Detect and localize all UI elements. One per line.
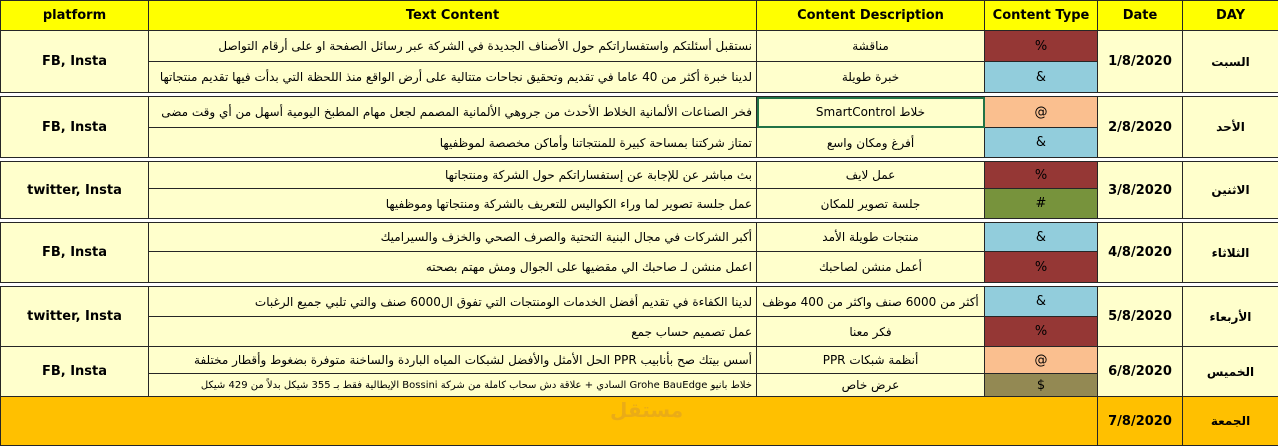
- header-content-description[interactable]: Content Description: [757, 1, 985, 31]
- content-description-cell[interactable]: خبرة طويلة: [757, 62, 985, 93]
- date-cell[interactable]: 7/8/2020: [1098, 397, 1183, 446]
- date-cell[interactable]: 3/8/2020: [1098, 162, 1183, 219]
- schedule-row: [1, 347, 1278, 374]
- text-content-cell[interactable]: لدينا خبرة أكثر من 40 عاما في تقديم وتحقيق نجاحات متتالية على أرض الواقع منذ اللحظة التي بدأت فيها تقديم منتجاتها: [149, 62, 757, 93]
- content-type-cell[interactable]: &: [985, 287, 1098, 317]
- content-description-cell[interactable]: أكثر من 6000 صنف واكثر من 400 موظف: [757, 287, 985, 317]
- text-content-cell[interactable]: عمل تصميم حساب جمع: [149, 317, 757, 347]
- header-platform[interactable]: platform: [1, 1, 149, 31]
- date-cell[interactable]: 6/8/2020: [1098, 347, 1183, 397]
- schedule-row: [1, 287, 1278, 317]
- text-content-cell[interactable]: خلاط بانيو Grohe BauEdge السادي + علاقة دش سحاب كاملة من شركة Bossini الإيطالية فقط بـ 355 شيكل بدلاً من 429 شيكل: [149, 374, 757, 397]
- content-type-cell[interactable]: &: [985, 128, 1098, 158]
- platform-cell[interactable]: twitter, Insta: [1, 162, 149, 219]
- day-cell[interactable]: السبت: [1183, 31, 1278, 93]
- schedule-row: [1, 252, 1278, 283]
- platform-cell[interactable]: twitter, Insta: [1, 287, 149, 347]
- day-cell[interactable]: الأربعاء: [1183, 287, 1278, 347]
- content-type-cell[interactable]: %: [985, 31, 1098, 62]
- header-row: [1, 1, 1278, 31]
- schedule-row: [1, 374, 1278, 397]
- day-cell[interactable]: الثلاثاء: [1183, 223, 1278, 283]
- schedule-row: [1, 162, 1278, 189]
- text-content-cell[interactable]: عمل جلسة تصوير لما وراء الكواليس للتعريف بالشركة ومنتجاتها وموظفيها: [149, 189, 757, 219]
- text-content-cell[interactable]: بث مباشر عن للإجابة عن إستفساراتكم حول الشركة ومنتجاتها: [149, 162, 757, 189]
- header-text-content[interactable]: Text Content: [149, 1, 757, 31]
- content-type-cell[interactable]: %: [985, 252, 1098, 283]
- header-content-type[interactable]: Content Type: [985, 1, 1098, 31]
- content-description-cell[interactable]: منتجات طويلة الأمد: [757, 223, 985, 252]
- content-description-cell[interactable]: فكر معنا: [757, 317, 985, 347]
- day-cell[interactable]: الاثنين: [1183, 162, 1278, 219]
- text-content-cell[interactable]: فخر الصناعات الألمانية الخلاط الأحدث من جروهي الألمانية المصمم لجعل مهام المطبخ اليومية أسهل من أي وقت مضى: [149, 97, 757, 128]
- content-description-cell[interactable]: عمل لايف: [757, 162, 985, 189]
- date-cell[interactable]: 1/8/2020: [1098, 31, 1183, 93]
- content-type-cell[interactable]: %: [985, 317, 1098, 347]
- header-date[interactable]: Date: [1098, 1, 1183, 31]
- day-cell[interactable]: الأحد: [1183, 97, 1278, 158]
- date-cell[interactable]: 2/8/2020: [1098, 97, 1183, 158]
- platform-cell[interactable]: FB, Insta: [1, 31, 149, 93]
- content-description-cell[interactable]: جلسة تصوير للمكان: [757, 189, 985, 219]
- content-description-cell[interactable]: أفرغ ومكان واسع: [757, 128, 985, 158]
- platform-cell[interactable]: FB, Insta: [1, 97, 149, 158]
- content-type-cell[interactable]: &: [985, 223, 1098, 252]
- watermark-logo: مستقل: [610, 398, 683, 422]
- text-content-cell[interactable]: أكبر الشركات في مجال البنية التحتية والصرف الصحي والخزف والسيراميك: [149, 223, 757, 252]
- content-type-cell[interactable]: &: [985, 62, 1098, 93]
- platform-cell[interactable]: FB, Insta: [1, 223, 149, 283]
- text-content-cell[interactable]: اعمل منشن لـ صاحبك الي مقضيها على الجوال ومش مهتم بصحته: [149, 252, 757, 283]
- text-content-cell[interactable]: تمتاز شركتنا بمساحة كبيرة للمنتجاتنا وأماكن مخصصة لموظفيها: [149, 128, 757, 158]
- day-cell[interactable]: الجمعة: [1183, 397, 1278, 446]
- content-type-cell[interactable]: %: [985, 162, 1098, 189]
- schedule-row: [1, 189, 1278, 219]
- friday-empty-cell[interactable]: [1, 397, 1098, 446]
- header-day[interactable]: DAY: [1183, 1, 1278, 31]
- content-description-cell[interactable]: أنظمة شبكات PPR: [757, 347, 985, 374]
- text-content-cell[interactable]: نستقبل أسئلتكم واستفساراتكم حول الأصناف الجديدة في الشركة عبر رسائل الصفحة او على أرقام التواصل: [149, 31, 757, 62]
- content-type-cell[interactable]: $: [985, 374, 1098, 397]
- content-description-cell[interactable]: عرض خاص: [757, 374, 985, 397]
- platform-cell[interactable]: FB, Insta: [1, 347, 149, 397]
- text-content-cell[interactable]: أسس بيتك صح بأنابيب PPR الحل الأمثل والأفضل لشبكات المياه الباردة والساخنة متوفرة بضغوط وأقطار مختلفة: [149, 347, 757, 374]
- content-description-cell[interactable]: مناقشة: [757, 31, 985, 62]
- text-content-cell[interactable]: لدينا الكفاءة في تقديم أفضل الخدمات الومنتجات التي تفوق ال6000 صنف والتي تلبي جميع الرغبات: [149, 287, 757, 317]
- schedule-row: [1, 97, 1278, 128]
- content-description-cell[interactable]: خلاط SmartControl: [757, 97, 985, 128]
- schedule-row: [1, 31, 1278, 62]
- content-type-cell[interactable]: @: [985, 97, 1098, 128]
- content-type-cell[interactable]: #: [985, 189, 1098, 219]
- schedule-row: [1, 223, 1278, 252]
- schedule-row: [1, 317, 1278, 347]
- day-cell[interactable]: الخميس: [1183, 347, 1278, 397]
- content-type-cell[interactable]: @: [985, 347, 1098, 374]
- date-cell[interactable]: 4/8/2020: [1098, 223, 1183, 283]
- content-description-cell[interactable]: أعمل منشن لصاحبك: [757, 252, 985, 283]
- date-cell[interactable]: 5/8/2020: [1098, 287, 1183, 347]
- schedule-row: [1, 128, 1278, 158]
- schedule-row: [1, 62, 1278, 93]
